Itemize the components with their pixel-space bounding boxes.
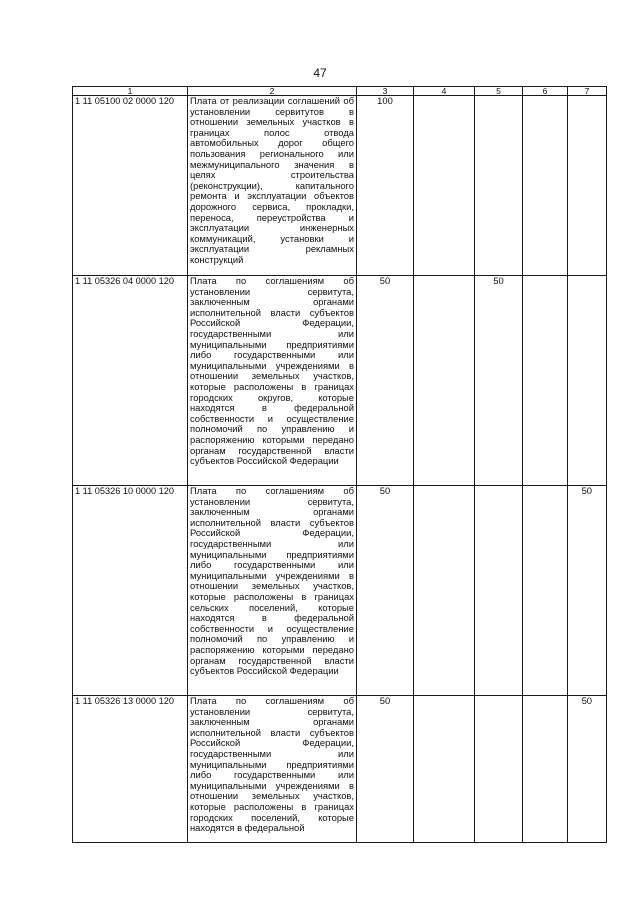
value-cell-col3: 50 <box>357 486 414 696</box>
table-row <box>73 276 607 486</box>
column-header-1: 1 <box>73 87 188 96</box>
value-cell-col3: 50 <box>357 276 414 486</box>
value-cell-col5 <box>475 696 523 843</box>
value-cell-col7 <box>568 96 607 276</box>
value-cell-col7 <box>568 276 607 486</box>
value-cell-col7: 50 <box>568 486 607 696</box>
value-cell-col5: 50 <box>475 276 523 486</box>
income-code-cell: 1 11 05100 02 0000 120 <box>73 96 188 276</box>
column-header-5: 5 <box>475 87 523 96</box>
value-cell-col6 <box>523 696 568 843</box>
budget-revenue-table <box>72 86 607 843</box>
table-row <box>73 696 607 843</box>
page-number: 47 <box>313 66 327 80</box>
value-cell-col4 <box>414 276 475 486</box>
value-cell-col4 <box>414 486 475 696</box>
income-code-cell: 1 11 05326 10 0000 120 <box>73 486 188 696</box>
income-description-cell: Плата по соглашениям об установлении сервитута, заключенным органами исполнительной власти субъектов Российской Федерации, государственными или муниципальными предприятиями либо государственными или муниципальными учреждениями в отношении земельных участков, которые расположены в границах сельских поселений, которые находятся в федеральной собственности и осуществление полномочий по управлению и распоряжению которыми передано органам государственной власти субъектов Российской Федерации <box>188 486 357 696</box>
income-description-cell: Плата от реализации соглашений об установлении сервитутов в отношении земельных участков в границах полос отвода автомобильных дорог общего пользования регионального или межмуниципального значения в целях строительства (реконструкции), капитального ремонта и эксплуатации объектов дорожного сервиса, прокладки, переноса, переустройства и эксплуатации инженерных коммуникаций, установки и эксплуатации рекламных конструкций <box>188 96 357 276</box>
income-code-cell: 1 11 05326 13 0000 120 <box>73 696 188 843</box>
value-cell-col5 <box>475 486 523 696</box>
column-header-3: 3 <box>357 87 414 96</box>
value-cell-col6 <box>523 276 568 486</box>
table-row <box>73 96 607 276</box>
column-header-7: 7 <box>568 87 607 96</box>
value-cell-col6 <box>523 486 568 696</box>
income-description-cell: Плата по соглашениям об установлении сервитута, заключенным органами исполнительной власти субъектов Российской Федерации, государственными или муниципальными предприятиями либо государственными или муниципальными учреждениями в отношении земельных участков, которые расположены в границах городских поселений, которые находятся в федеральной <box>188 696 357 843</box>
value-cell-col3: 50 <box>357 696 414 843</box>
value-cell-col4 <box>414 696 475 843</box>
income-code-cell: 1 11 05326 04 0000 120 <box>73 276 188 486</box>
column-header-6: 6 <box>523 87 568 96</box>
value-cell-col7: 50 <box>568 696 607 843</box>
value-cell-col6 <box>523 96 568 276</box>
value-cell-col4 <box>414 96 475 276</box>
value-cell-col5 <box>475 96 523 276</box>
column-header-2: 2 <box>188 87 357 96</box>
table-row <box>73 486 607 696</box>
income-description-cell: Плата по соглашениям об установлении сервитута, заключенным органами исполнительной власти субъектов Российской Федерации, государственными или муниципальными предприятиями либо государственными или муниципальными учреждениями в отношении земельных участков, которые расположены в границах городских округов, которые находятся в федеральной собственности и осуществление полномочий по управлению и распоряжению которыми передано органам государственной власти субъектов Российской Федерации <box>188 276 357 486</box>
value-cell-col3: 100 <box>357 96 414 276</box>
column-header-4: 4 <box>414 87 475 96</box>
